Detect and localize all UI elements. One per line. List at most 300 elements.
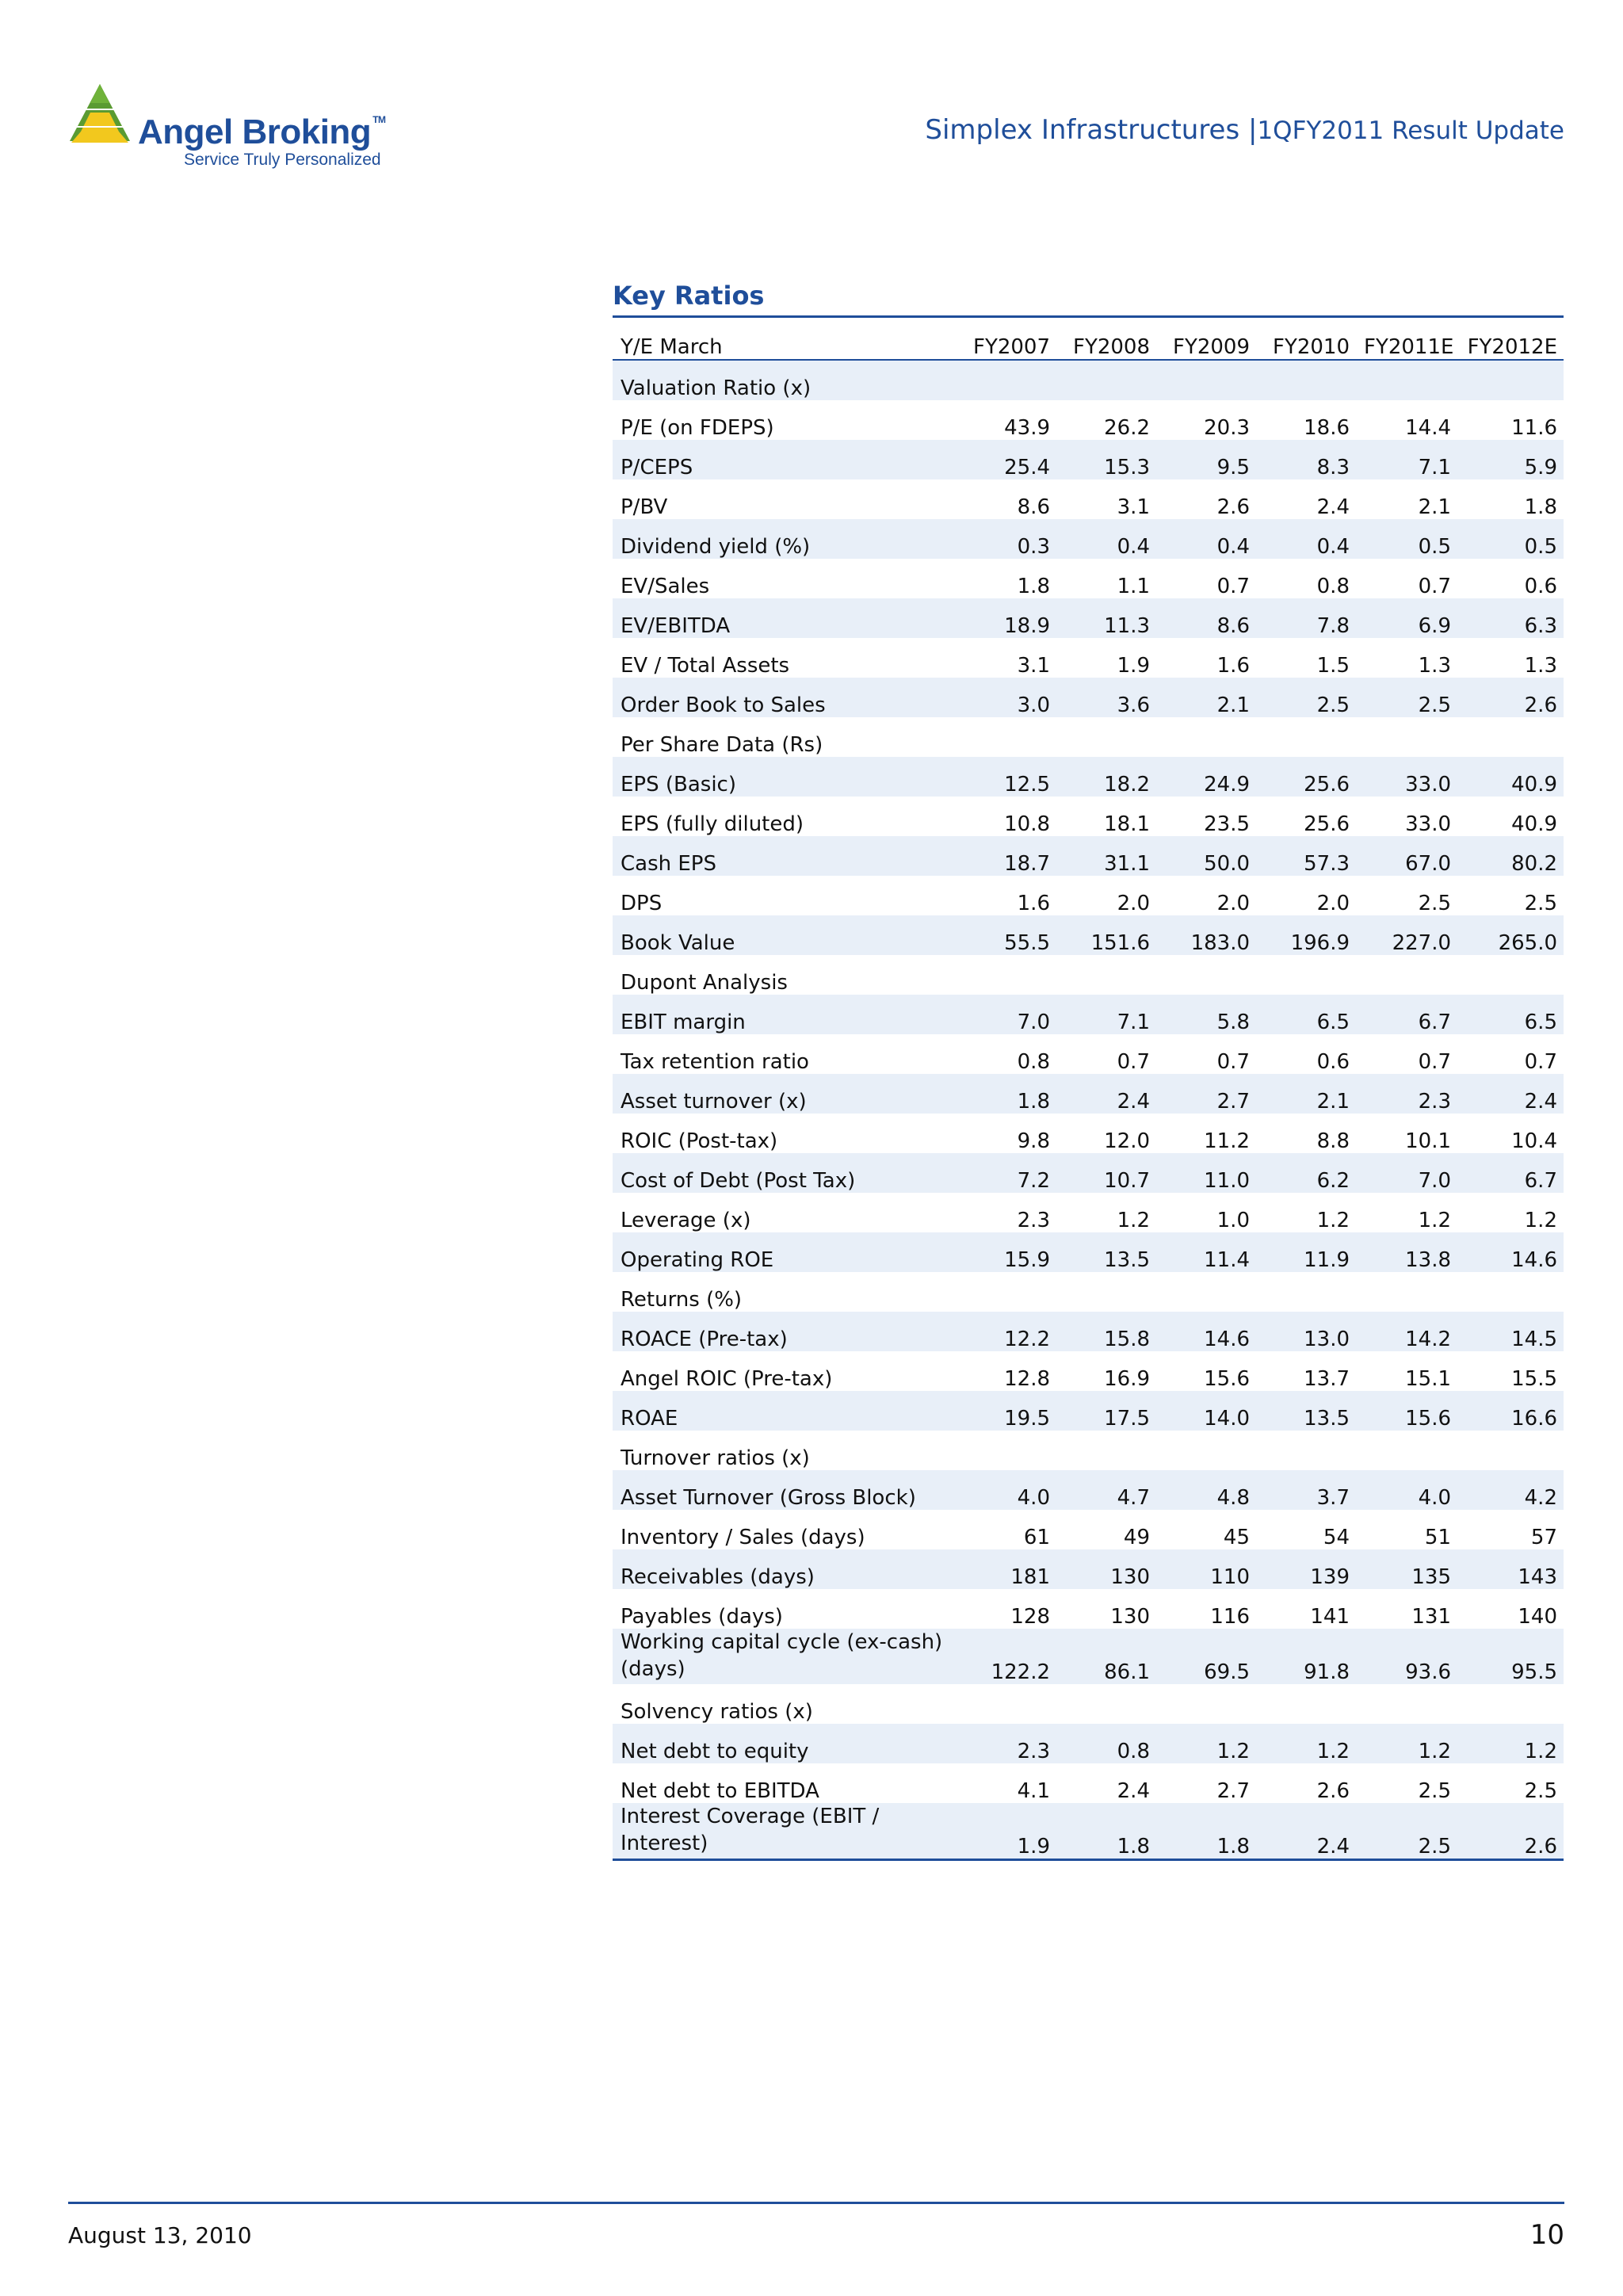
table-cell: 2.1: [1256, 1074, 1356, 1114]
column-header: FY2007: [958, 317, 1056, 361]
table-row: [613, 1391, 1564, 1431]
table-cell: 128: [1010, 1605, 1050, 1629]
row-label: Book Value: [613, 915, 958, 955]
table-cell: 5.9: [1457, 440, 1564, 479]
table-cell: 93.6: [1356, 1629, 1457, 1684]
table-cell: 196.9: [1256, 915, 1356, 955]
table-cell: 2.1: [1156, 678, 1256, 717]
table-cell: 24.9: [1156, 757, 1256, 797]
table-cell: 2.5: [1524, 892, 1557, 915]
table-cell: 1.5: [1316, 654, 1350, 678]
table-cell: 6.9: [1356, 598, 1457, 638]
table-cell: 0.8: [1316, 575, 1350, 598]
row-label: EPS (Basic): [613, 757, 958, 797]
table-cell: 11.6: [1511, 416, 1557, 440]
table-row: [613, 1470, 1564, 1510]
table-cell: 143: [1457, 1549, 1564, 1589]
table-cell: 6.3: [1457, 598, 1564, 638]
table-cell: 2.5: [1356, 1803, 1457, 1860]
table-cell: 54: [1323, 1526, 1350, 1549]
table-cell: 0.4: [1256, 519, 1356, 559]
table-cell: 23.5: [1204, 812, 1250, 836]
table-cell: 31.1: [1056, 836, 1156, 876]
table-cell: 122.2: [958, 1629, 1056, 1684]
table-cell: 265.0: [1457, 915, 1564, 955]
table-cell: 141: [1310, 1605, 1350, 1629]
table-row: [613, 1724, 1564, 1763]
table-cell: 1.2: [1457, 1724, 1564, 1763]
table-cell: 0.6: [1316, 1050, 1350, 1074]
table-cell: 10.7: [1056, 1153, 1156, 1193]
table-cell: 1.8: [1156, 1803, 1256, 1860]
table-cell: 1.3: [1418, 654, 1451, 678]
table-cell: 1.8: [1056, 1803, 1156, 1860]
table-cell: 7.1: [1356, 440, 1457, 479]
table-cell: 15.8: [1056, 1312, 1156, 1351]
table-cell: 49: [1123, 1526, 1150, 1549]
table-cell: 51: [1424, 1526, 1451, 1549]
table-cell: 2.4: [1457, 1074, 1564, 1114]
table-cell: 13.7: [1304, 1367, 1350, 1391]
table-cell: 2.6: [1316, 1779, 1350, 1803]
table-row: [613, 1312, 1564, 1351]
table-cell: 135: [1356, 1549, 1457, 1589]
table-cell: 3.6: [1056, 678, 1156, 717]
row-label: Net debt to EBITDA: [621, 1779, 819, 1803]
table-cell: 50.0: [1156, 836, 1256, 876]
table-row: [613, 1193, 1564, 1232]
table-cell: 0.3: [958, 519, 1056, 559]
table-cell: 2.7: [1216, 1779, 1250, 1803]
table-cell: 15.3: [1056, 440, 1156, 479]
table-row: [613, 1034, 1564, 1074]
table-cell: 26.2: [1104, 416, 1150, 440]
row-label: Asset turnover (x): [613, 1074, 958, 1114]
table-row: [613, 400, 1564, 440]
table-cell: 14.2: [1356, 1312, 1457, 1351]
angel-broking-logo: [68, 82, 401, 170]
table-row: [613, 519, 1564, 559]
table-cell: 2.4: [1117, 1779, 1150, 1803]
table-cell: 9.8: [1017, 1129, 1050, 1153]
row-label: Valuation Ratio (x): [613, 360, 958, 400]
column-header: FY2010: [1256, 317, 1356, 361]
table-cell: 67.0: [1356, 836, 1457, 876]
table-cell: 1.2: [1524, 1209, 1557, 1232]
table-cell: 1.9: [958, 1803, 1056, 1860]
table-cell: 2.7: [1156, 1074, 1256, 1114]
row-label: Cost of Debt (Post Tax): [613, 1153, 958, 1193]
table-cell: 1.2: [1156, 1724, 1256, 1763]
table-cell: 7.0: [958, 995, 1056, 1034]
company-name: Simplex Infrastructures |: [925, 114, 1258, 146]
row-label: ROAE: [613, 1391, 958, 1431]
page-number: 10: [1529, 2219, 1564, 2251]
table-cell: 2.3: [1356, 1074, 1457, 1114]
table-cell: 2.5: [1418, 892, 1451, 915]
table-cell: 2.5: [1356, 678, 1457, 717]
table-cell: 69.5: [1156, 1629, 1256, 1684]
table-row: [613, 717, 1564, 757]
table-cell: 1.8: [1017, 575, 1050, 598]
table-cell: 40.9: [1511, 812, 1557, 836]
table-cell: 2.4: [1256, 1803, 1356, 1860]
table-cell: 181: [958, 1549, 1056, 1589]
table-cell: 20.3: [1204, 416, 1250, 440]
table-cell: 13.0: [1256, 1312, 1356, 1351]
table-cell: 7.0: [1356, 1153, 1457, 1193]
table-cell: 10.8: [1004, 812, 1050, 836]
table-cell: 0.7: [1216, 575, 1250, 598]
table-cell: 25.6: [1256, 757, 1356, 797]
table-cell: 8.6: [1017, 495, 1050, 519]
row-label: Payables (days): [621, 1605, 783, 1629]
table-cell: [958, 1684, 1056, 1724]
table-cell: [1256, 1431, 1356, 1470]
column-header: FY2009: [1156, 317, 1256, 361]
table-cell: 33.0: [1356, 757, 1457, 797]
table-row: [613, 797, 1564, 836]
row-label: Inventory / Sales (days): [621, 1526, 865, 1549]
row-label: P/E (on FDEPS): [621, 416, 774, 440]
table-cell: [1056, 717, 1156, 757]
table-cell: 11.9: [1256, 1232, 1356, 1272]
table-cell: 7.8: [1256, 598, 1356, 638]
table-cell: [1356, 1684, 1457, 1724]
table-cell: [1056, 955, 1156, 995]
table-row: [613, 360, 1564, 400]
table-row: [613, 1510, 1564, 1549]
table-row: [613, 1549, 1564, 1589]
table-cell: 183.0: [1156, 915, 1256, 955]
table-cell: 2.4: [1056, 1074, 1156, 1114]
row-label: EBIT margin: [613, 995, 958, 1034]
table-cell: [1457, 1272, 1564, 1312]
report-date: August 13, 2010: [68, 2222, 252, 2248]
table-cell: 2.1: [1418, 495, 1451, 519]
table-cell: 61: [1023, 1526, 1050, 1549]
table-row: [613, 1589, 1564, 1629]
row-label: Dupont Analysis: [621, 971, 788, 995]
table-row: [613, 440, 1564, 479]
table-cell: 4.0: [958, 1470, 1056, 1510]
table-cell: 14.6: [1156, 1312, 1256, 1351]
table-cell: 6.5: [1457, 995, 1564, 1034]
table-cell: 2.0: [1117, 892, 1150, 915]
table-cell: 0.8: [1056, 1724, 1156, 1763]
column-header: FY2011E: [1356, 317, 1457, 361]
table-cell: 15.1: [1405, 1367, 1451, 1391]
table-cell: 6.7: [1457, 1153, 1564, 1193]
column-header: FY2012E: [1457, 317, 1564, 361]
table-row: [613, 1153, 1564, 1193]
table-cell: 0.4: [1056, 519, 1156, 559]
table-row: [613, 836, 1564, 876]
table-cell: 18.7: [958, 836, 1056, 876]
table-cell: 91.8: [1256, 1629, 1356, 1684]
table-cell: 0.7: [1418, 1050, 1451, 1074]
table-cell: [1457, 1684, 1564, 1724]
row-label: Angel ROIC (Pre-tax): [621, 1367, 833, 1391]
row-label: EV / Total Assets: [621, 654, 790, 678]
table-cell: 4.2: [1457, 1470, 1564, 1510]
table-row: [613, 1074, 1564, 1114]
table-cell: 15.6: [1204, 1367, 1250, 1391]
table-cell: [1356, 1272, 1457, 1312]
row-label: Asset Turnover (Gross Block): [613, 1470, 958, 1510]
table-cell: 130: [1056, 1549, 1156, 1589]
brand-name: Angel Broking ™: [138, 113, 386, 151]
table-cell: 0.7: [1524, 1050, 1557, 1074]
angel-pyramid-logo-icon: [68, 82, 132, 146]
table-cell: 2.0: [1216, 892, 1250, 915]
table-cell: 0.7: [1117, 1050, 1150, 1074]
table-cell: [1457, 360, 1564, 400]
table-cell: 18.2: [1056, 757, 1156, 797]
table-row: [613, 1684, 1564, 1724]
table-cell: 15.9: [958, 1232, 1056, 1272]
table-cell: [1356, 360, 1457, 400]
table-cell: 11.0: [1156, 1153, 1256, 1193]
table-cell: [1056, 1272, 1156, 1312]
table-row: [613, 1114, 1564, 1153]
row-label: Operating ROE: [613, 1232, 958, 1272]
row-label: Dividend yield (%): [613, 519, 958, 559]
table-cell: 1.1: [1117, 575, 1150, 598]
table-cell: 55.5: [958, 915, 1056, 955]
table-cell: 1.8: [1524, 495, 1557, 519]
row-label: Turnover ratios (x): [621, 1446, 810, 1470]
table-cell: [1156, 717, 1256, 757]
table-cell: 1.2: [1117, 1209, 1150, 1232]
table-cell: 15.6: [1356, 1391, 1457, 1431]
table-cell: 8.3: [1256, 440, 1356, 479]
table-cell: 86.1: [1056, 1629, 1156, 1684]
table-cell: 11.4: [1156, 1232, 1256, 1272]
table-row: [613, 479, 1564, 519]
table-cell: 1.8: [958, 1074, 1056, 1114]
table-row: [613, 1431, 1564, 1470]
table-cell: 1.0: [1216, 1209, 1250, 1232]
section-title: Key Ratios: [613, 281, 765, 311]
table-cell: [1056, 360, 1156, 400]
row-label: EV/Sales: [621, 575, 710, 598]
table-cell: 2.3: [1017, 1209, 1050, 1232]
table-row: [613, 1803, 1564, 1860]
table-cell: 5.8: [1156, 995, 1256, 1034]
table-cell: 57: [1530, 1526, 1557, 1549]
table-cell: 11.3: [1056, 598, 1156, 638]
table-cell: 16.6: [1457, 1391, 1564, 1431]
table-cell: [1356, 955, 1457, 995]
table-row: [613, 1232, 1564, 1272]
table-cell: [1457, 717, 1564, 757]
key-ratios-table: [613, 315, 1564, 1861]
table-cell: 14.0: [1156, 1391, 1256, 1431]
table-cell: 12.2: [958, 1312, 1056, 1351]
row-label: ROIC (Post-tax): [621, 1129, 778, 1153]
table-cell: 2.6: [1216, 495, 1250, 519]
table-cell: 80.2: [1457, 836, 1564, 876]
row-label: P/BV: [621, 495, 668, 519]
table-cell: 130: [1110, 1605, 1150, 1629]
table-cell: 0.5: [1356, 519, 1457, 559]
table-cell: 17.5: [1056, 1391, 1156, 1431]
table-cell: 14.6: [1457, 1232, 1564, 1272]
table-cell: 3.7: [1256, 1470, 1356, 1510]
table-cell: 8.6: [1156, 598, 1256, 638]
table-cell: 116: [1210, 1605, 1250, 1629]
table-cell: 7.2: [958, 1153, 1056, 1193]
column-header: FY2008: [1056, 317, 1156, 361]
row-label: Tax retention ratio: [621, 1050, 809, 1074]
table-row: [613, 915, 1564, 955]
table-cell: 6.2: [1256, 1153, 1356, 1193]
table-cell: 3.0: [958, 678, 1056, 717]
table-cell: [1156, 360, 1256, 400]
table-cell: 18.1: [1104, 812, 1150, 836]
table-header-row: [613, 317, 1564, 361]
table-cell: 0.6: [1524, 575, 1557, 598]
row-label: Solvency ratios (x): [621, 1700, 813, 1724]
row-label: EV/EBITDA: [613, 598, 958, 638]
row-label: Order Book to Sales: [613, 678, 958, 717]
row-label: Interest Coverage (EBIT / Interest): [613, 1803, 958, 1860]
table-cell: 1.6: [1017, 892, 1050, 915]
table-cell: [1156, 955, 1256, 995]
table-row: [613, 955, 1564, 995]
row-label: Returns (%): [621, 1288, 743, 1312]
table-row: [613, 1763, 1564, 1803]
table-cell: 1.2: [1256, 1724, 1356, 1763]
table-cell: 2.5: [1524, 1779, 1557, 1803]
row-label: EPS (fully diluted): [621, 812, 804, 836]
table-row: [613, 876, 1564, 915]
table-cell: 7.1: [1056, 995, 1156, 1034]
table-cell: 110: [1156, 1549, 1256, 1589]
row-label: Receivables (days): [613, 1549, 958, 1589]
table-cell: 1.2: [1418, 1209, 1451, 1232]
table-cell: [1256, 1684, 1356, 1724]
table-cell: 12.8: [1004, 1367, 1050, 1391]
table-cell: 0.8: [1017, 1050, 1050, 1074]
table-cell: [1056, 1431, 1156, 1470]
table-cell: [958, 717, 1056, 757]
table-cell: 1.9: [1117, 654, 1150, 678]
table-cell: 57.3: [1256, 836, 1356, 876]
table-cell: 3.1: [1017, 654, 1050, 678]
table-cell: 4.1: [1017, 1779, 1050, 1803]
row-label: Leverage (x): [621, 1209, 751, 1232]
row-label: Net debt to equity: [613, 1724, 958, 1763]
table-cell: 0.7: [1418, 575, 1451, 598]
table-cell: [1457, 1431, 1564, 1470]
table-cell: [1256, 1272, 1356, 1312]
table-cell: 1.6: [1216, 654, 1250, 678]
row-label: Cash EPS: [613, 836, 958, 876]
table-cell: 6.5: [1256, 995, 1356, 1034]
table-cell: 18.9: [958, 598, 1056, 638]
table-cell: 14.5: [1457, 1312, 1564, 1351]
table-row: [613, 757, 1564, 797]
table-cell: [1256, 955, 1356, 995]
trademark-mark: TM: [372, 114, 386, 125]
table-cell: 33.0: [1405, 812, 1451, 836]
row-label: P/CEPS: [613, 440, 958, 479]
table-cell: 15.5: [1511, 1367, 1557, 1391]
table-cell: 11.2: [1204, 1129, 1250, 1153]
table-cell: 19.5: [958, 1391, 1056, 1431]
table-row: [613, 598, 1564, 638]
table-cell: 151.6: [1056, 915, 1156, 955]
table-cell: 139: [1256, 1549, 1356, 1589]
table-cell: 0.5: [1457, 519, 1564, 559]
table-cell: 6.7: [1356, 995, 1457, 1034]
table-row: [613, 559, 1564, 598]
table-cell: [958, 1272, 1056, 1312]
table-row: [613, 638, 1564, 678]
table-cell: 40.9: [1457, 757, 1564, 797]
table-body: [613, 360, 1564, 1860]
table-cell: 131: [1411, 1605, 1451, 1629]
table-cell: 16.9: [1104, 1367, 1150, 1391]
table-cell: [1457, 955, 1564, 995]
table-row: [613, 678, 1564, 717]
table-cell: [958, 955, 1056, 995]
table-cell: 2.0: [1316, 892, 1350, 915]
report-header: [925, 114, 1564, 146]
column-header: Y/E March: [613, 317, 958, 361]
table-cell: 8.8: [1316, 1129, 1350, 1153]
table-cell: 2.4: [1316, 495, 1350, 519]
table-cell: [958, 360, 1056, 400]
table-cell: 13.8: [1356, 1232, 1457, 1272]
table-cell: 0.4: [1156, 519, 1256, 559]
row-label: Per Share Data (Rs): [621, 733, 823, 757]
table-cell: 43.9: [1004, 416, 1050, 440]
table-cell: 12.0: [1104, 1129, 1150, 1153]
footer-divider: [68, 2202, 1564, 2204]
table-cell: 4.7: [1056, 1470, 1156, 1510]
table-cell: 140: [1518, 1605, 1557, 1629]
table-cell: 10.4: [1511, 1129, 1557, 1153]
table-cell: 1.2: [1356, 1724, 1457, 1763]
table-row: [613, 1351, 1564, 1391]
table-cell: [1156, 1272, 1256, 1312]
table-cell: 95.5: [1457, 1629, 1564, 1684]
table-row: [613, 995, 1564, 1034]
table-cell: 14.4: [1405, 416, 1451, 440]
table-cell: 2.6: [1457, 678, 1564, 717]
table-cell: 10.1: [1405, 1129, 1451, 1153]
table-cell: 9.5: [1156, 440, 1256, 479]
table-cell: 45: [1223, 1526, 1250, 1549]
table-cell: 18.6: [1304, 416, 1350, 440]
table-cell: [1356, 717, 1457, 757]
table-cell: 3.1: [1117, 495, 1150, 519]
table-cell: [1056, 1684, 1156, 1724]
report-type: 1QFY2011 Result Update: [1257, 117, 1564, 145]
table-cell: [1356, 1431, 1457, 1470]
row-label: ROACE (Pre-tax): [613, 1312, 958, 1351]
table-cell: [1256, 360, 1356, 400]
table-cell: 2.5: [1256, 678, 1356, 717]
table-cell: 2.6: [1457, 1803, 1564, 1860]
table-cell: 1.3: [1524, 654, 1557, 678]
table-cell: [1156, 1431, 1256, 1470]
table-cell: 12.5: [958, 757, 1056, 797]
table-cell: 4.0: [1356, 1470, 1457, 1510]
